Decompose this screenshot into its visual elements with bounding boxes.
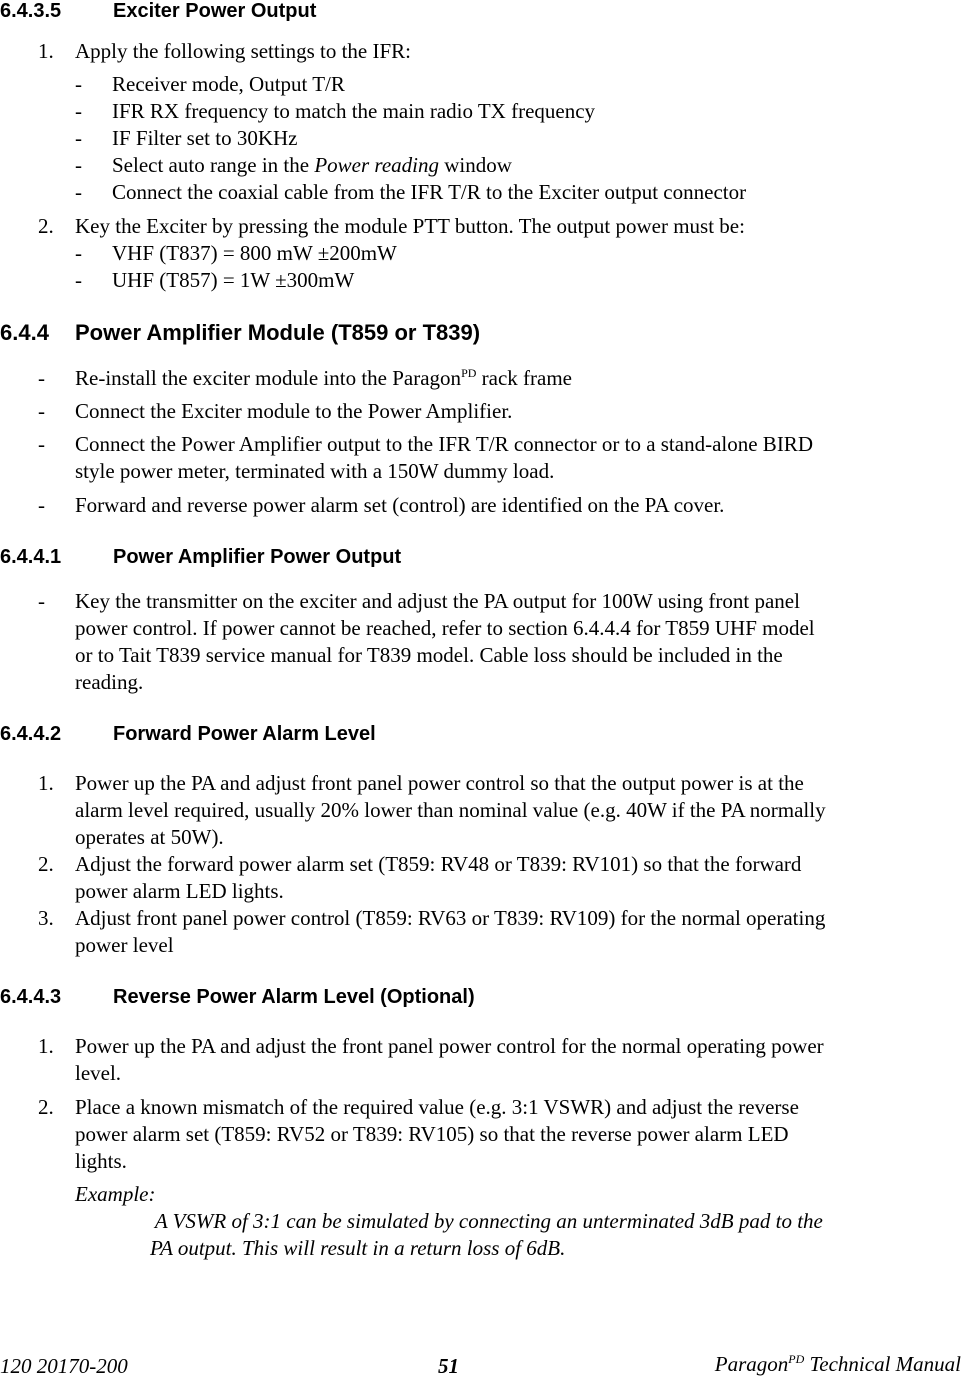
step-number: 1. <box>38 39 54 63</box>
bullet-text <box>75 365 572 392</box>
bullet-text: Connect the Power Amplifier output to the IFR T/R connector or to a stand-alone BIRD <box>75 432 813 456</box>
section-title-power-amplifier-module: Power Amplifier Module (T859 or T839) <box>75 320 481 345</box>
section-title-reverse-power-alarm: Reverse Power Alarm Level (Optional) <box>113 986 475 1008</box>
bullet-dash: - <box>75 268 82 292</box>
example-line: A VSWR of 3:1 can be simulated by connecting an unterminated 3dB pad to the <box>150 1209 823 1233</box>
bullet-dash: - <box>75 72 82 96</box>
step-line: alarm level required, usually 20% lower than nominal value (e.g. 40W if the PA normally <box>75 798 826 822</box>
section-number-6-4-4-1: 6.4.4.1 <box>0 546 62 568</box>
bullet-dash: - <box>38 366 45 390</box>
footer-manual-title <box>715 1352 961 1377</box>
bullet-text: VHF (T837) = 800 mW ±200mW <box>112 241 397 265</box>
section-number-6-4-3-5: 6.4.3.5 <box>0 0 62 22</box>
section-title-forward-power-alarm: Forward Power Alarm Level <box>113 723 376 745</box>
step-text: Key the Exciter by pressing the module PTT button. The output power must be: <box>75 214 745 238</box>
bullet-text: IF Filter set to 30KHz <box>112 126 298 150</box>
footer-doc-number: 120 20170-200 <box>0 1354 128 1378</box>
bullet-dash: - <box>75 180 82 204</box>
paragraph-line: power control. If power cannot be reached, refer to section 6.4.4.4 for T859 UHF model <box>75 616 815 640</box>
footer-manual-pre: Paragon <box>714 1352 789 1376</box>
bullet-text: IFR RX frequency to match the main radio TX frequency <box>112 99 596 123</box>
section-title-pa-power-output: Power Amplifier Power Output <box>113 546 402 568</box>
footer-pd-superscript: PD <box>788 1352 805 1366</box>
bullet-text: UHF (T857) = 1W ±300mW <box>112 268 355 292</box>
bullet-dash: - <box>38 432 45 456</box>
example-label: Example: <box>75 1182 156 1206</box>
paragraph-line: or to Tait T839 service manual for T839 model. Cable loss should be included in the <box>75 643 783 667</box>
bullet-dash: - <box>38 399 45 423</box>
bullet-text <box>112 152 512 179</box>
step-text: Apply the following settings to the IFR: <box>75 39 411 63</box>
pd-superscript: PD <box>461 366 477 380</box>
step-line: Power up the PA and adjust the front panel power control for the normal operating power <box>75 1034 824 1058</box>
bullet-dash: - <box>75 126 82 150</box>
bullet-text-pre: Re-install the exciter module into the Paragon <box>75 366 462 390</box>
bullet-dash: - <box>38 493 45 517</box>
paragraph-line: reading. <box>75 670 144 694</box>
bullet-text: Connect the coaxial cable from the IFR T/R to the Exciter output connector <box>112 180 747 204</box>
step-number: 2. <box>38 852 54 876</box>
step-line: level. <box>75 1061 122 1085</box>
bullet-text: Receiver mode, Output T/R <box>112 72 345 96</box>
step-number: 2. <box>38 214 54 238</box>
bullet-text: Forward and reverse power alarm set (control) are identified on the PA cover. <box>75 493 725 517</box>
power-reading-italic: Power reading <box>314 153 439 177</box>
step-line: Adjust front panel power control (T859: RV63 or T839: RV109) for the normal operating <box>75 906 826 930</box>
footer-manual-post: Technical Manual <box>804 1352 961 1376</box>
section-number-6-4-4: 6.4.4 <box>0 320 49 345</box>
section-number-6-4-4-2: 6.4.4.2 <box>0 723 62 745</box>
bullet-text-pre: Select auto range in the <box>112 153 315 177</box>
bullet-text-post: rack frame <box>476 366 573 390</box>
step-line: power alarm set (T859: RV52 or T839: RV105) so that the reverse power alarm LED <box>75 1122 789 1146</box>
step-line: Power up the PA and adjust front panel power control so that the output power is at the <box>75 771 804 795</box>
section-title-exciter-power-output: Exciter Power Output <box>113 0 317 22</box>
bullet-text: style power meter, terminated with a 150W dummy load. <box>75 459 555 483</box>
step-number: 1. <box>38 771 54 795</box>
step-line: operates at 50W). <box>75 825 224 849</box>
step-line: power level <box>75 933 174 957</box>
step-number: 2. <box>38 1095 54 1119</box>
step-line: power alarm LED lights. <box>75 879 284 903</box>
step-line: Adjust the forward power alarm set (T859: RV48 or T839: RV101) so that the forward <box>75 852 802 876</box>
bullet-dash: - <box>38 589 45 613</box>
step-number: 3. <box>38 906 54 930</box>
section-number-6-4-4-3: 6.4.4.3 <box>0 986 62 1008</box>
bullet-dash: - <box>75 153 82 177</box>
bullet-text: Connect the Exciter module to the Power Amplifier. <box>75 399 513 423</box>
step-line: Place a known mismatch of the required value (e.g. 3:1 VSWR) and adjust the reverse <box>75 1095 799 1119</box>
example-line: PA output. This will result in a return loss of 6dB. <box>150 1236 566 1260</box>
bullet-dash: - <box>75 99 82 123</box>
bullet-text-post: window <box>438 153 512 177</box>
step-line: lights. <box>75 1149 127 1173</box>
footer-page-number: 51 <box>438 1354 459 1378</box>
step-number: 1. <box>38 1034 54 1058</box>
bullet-dash: - <box>75 241 82 265</box>
paragraph-line: Key the transmitter on the exciter and adjust the PA output for 100W using front panel <box>75 589 800 613</box>
